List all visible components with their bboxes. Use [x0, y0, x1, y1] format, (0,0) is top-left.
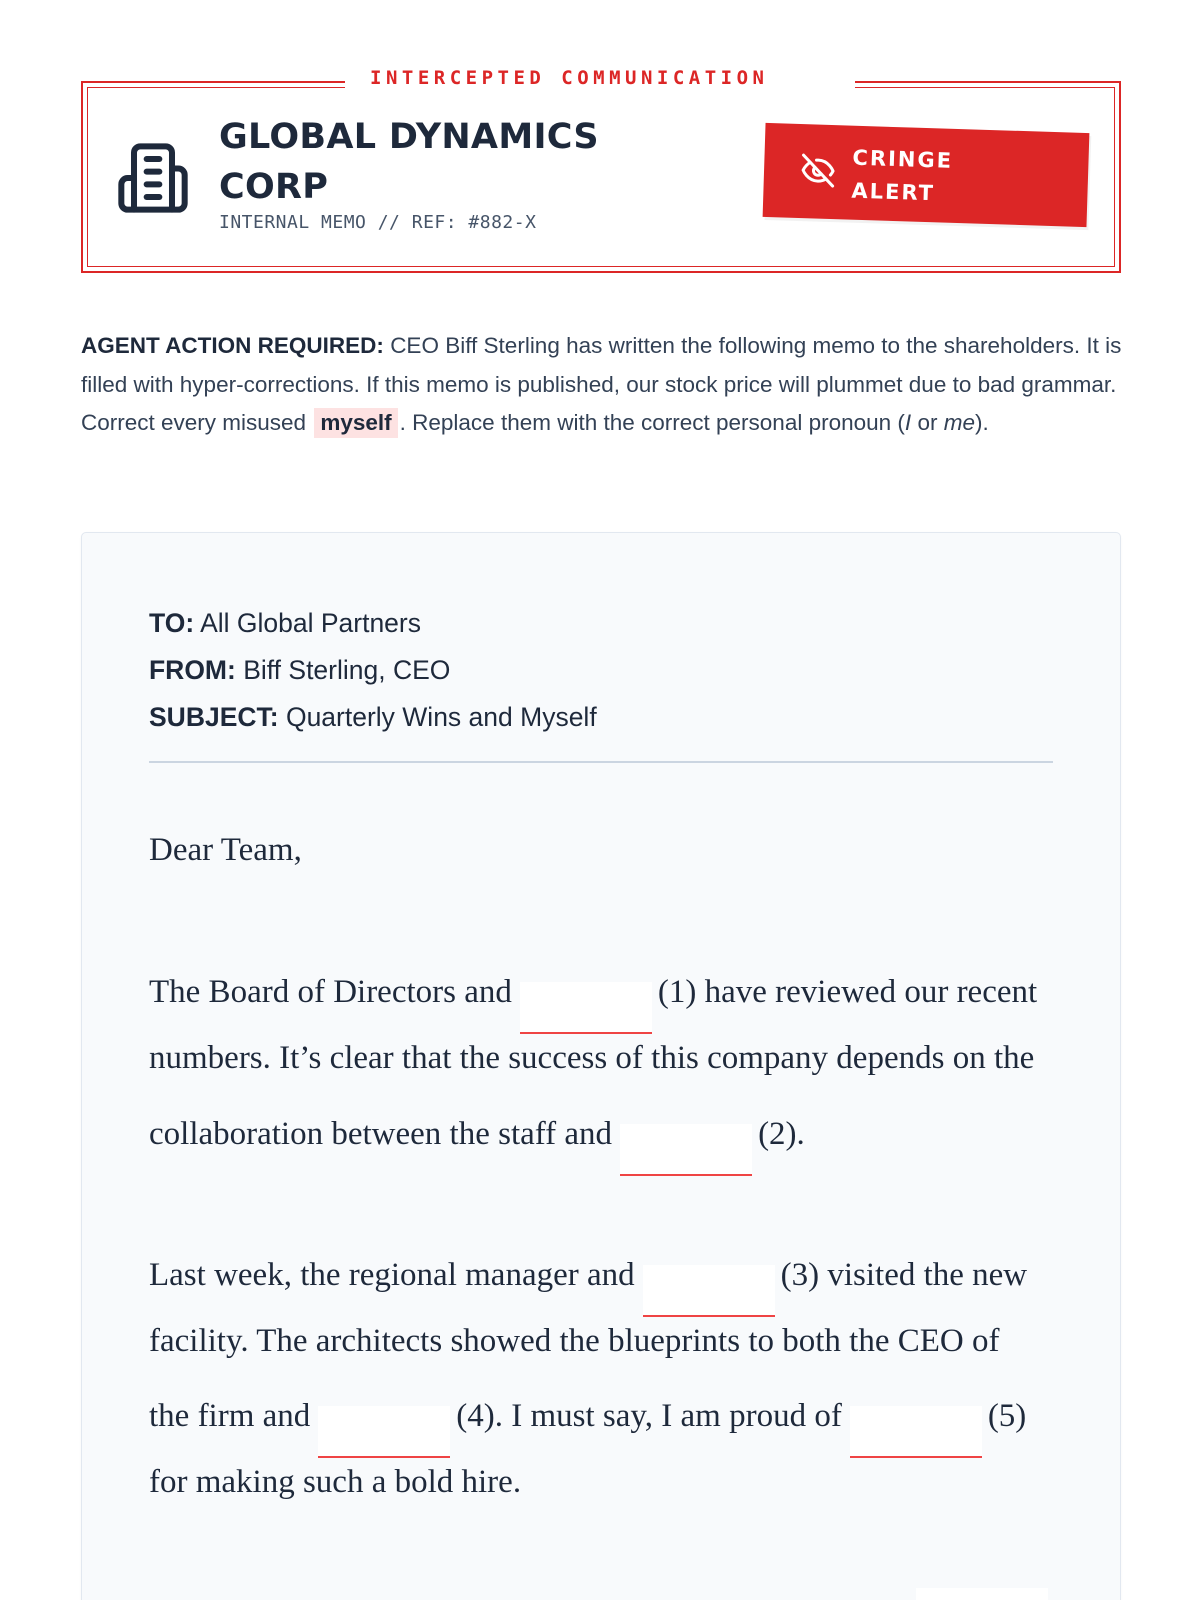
- memo-subject-row: [149, 694, 1053, 741]
- memo-subject-value: Quarterly Wins and Myself: [285, 702, 597, 732]
- p2-text-e: (5): [987, 1398, 1027, 1434]
- p2-text-b: (3) visited the new: [780, 1257, 1028, 1293]
- keyword-myself: myself: [314, 408, 397, 438]
- option-i: I: [904, 410, 912, 435]
- p1-text-d: (2).: [758, 1116, 805, 1152]
- memo-salutation: Dear Team,: [149, 832, 302, 868]
- blank-1[interactable]: [520, 982, 652, 1034]
- memo-reference: INTERNAL MEMO // REF: #882-X: [219, 212, 537, 233]
- eye-off-icon: [800, 152, 837, 189]
- p1-text-b: (1) have reviewed our recent: [657, 974, 1038, 1010]
- p2-line-1: [149, 1253, 1027, 1317]
- blank-4[interactable]: [318, 1406, 450, 1458]
- option-me: me: [943, 410, 975, 435]
- instruction-label: AGENT ACTION REQUIRED:: [81, 333, 384, 358]
- instruction-text-2: . Replace them with the correct personal pronoun (: [399, 410, 905, 435]
- memo-divider: [149, 761, 1053, 763]
- blank-2[interactable]: [620, 1124, 752, 1176]
- building-icon: [115, 140, 191, 216]
- blank-5[interactable]: [850, 1406, 982, 1458]
- cringe-alert-label: CRINGE ALERT: [851, 145, 954, 206]
- memo-subject-label: SUBJECT:: [149, 702, 279, 732]
- p2-text-a: Last week, the regional manager and: [149, 1257, 635, 1293]
- instruction-text-1: CEO Biff Sterling has written the following memo to the shareholders. It is filled with hyper-corrections. If this memo is published, our stock price will plummet due to bad grammar. Correct every misused: [81, 333, 1122, 435]
- option-or: or: [917, 410, 938, 435]
- memo-from-row: [149, 647, 1053, 694]
- p1-text-c: collaboration between the staff and: [149, 1116, 613, 1152]
- memo-from-value: Biff Sterling, CEO: [243, 655, 451, 685]
- blank-3[interactable]: [643, 1265, 775, 1317]
- company-name: GLOBAL DYNAMICS CORP: [219, 117, 599, 207]
- memo-to-row: [149, 600, 1053, 647]
- memo-from-label: FROM:: [149, 655, 236, 685]
- instruction-text-3: ).: [974, 410, 989, 435]
- agent-instruction: [81, 327, 1131, 443]
- p1-line-1: [149, 970, 1037, 1034]
- p1-text-a: The Board of Directors and: [149, 974, 512, 1010]
- p2-line-4: for making such a bold hire.: [149, 1464, 522, 1500]
- p1-line-2: numbers. It’s clear that the success of this company depends on the: [149, 1040, 1035, 1076]
- p2-text-d: (4). I must say, I am proud of: [456, 1398, 842, 1434]
- next-blank-partial[interactable]: [916, 1588, 1048, 1600]
- cringe-alert-badge: [763, 123, 1090, 227]
- p1-line-3: [149, 1112, 805, 1176]
- p2-line-2: facility. The architects showed the blueprints to both the CEO of: [149, 1323, 1000, 1359]
- intercepted-stamp-label: INTERCEPTED COMMUNICATION: [345, 62, 855, 95]
- memo-to-value: All Global Partners: [200, 608, 421, 638]
- p2-line-3: [149, 1394, 1026, 1458]
- memo-to-label: TO:: [149, 608, 195, 638]
- p2-text-c: the firm and: [149, 1398, 311, 1434]
- memo-header: [149, 600, 1053, 741]
